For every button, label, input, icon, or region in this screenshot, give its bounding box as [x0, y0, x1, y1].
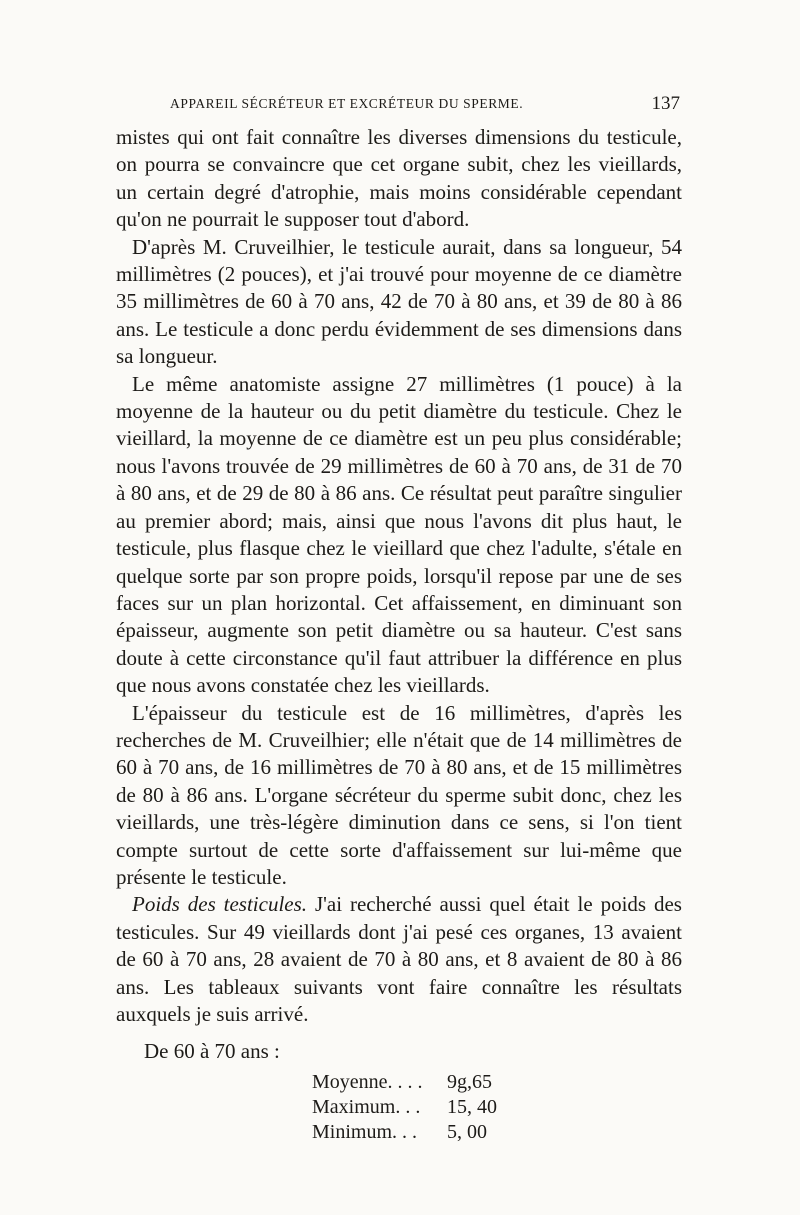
stats-row	[312, 1121, 517, 1146]
paragraph: Le même anatomiste assigne 27 millimètres (1 pouce) à la moyenne de la hauteur ou du petit diamètre du testicule. Chez le vieillard, la moyenne de ce diamètre est un peu plus considérable; nous l'avons trouvée de 29 millimètres de 60 à 70 ans, de 31 de 70 à 80 ans, et de 29 de 80 à 86 ans. Ce résultat peut paraître singulier au premier abord; mais, ainsi que nous l'avons dit plus haut, le testicule, plus flasque chez le vieillard que chez l'adulte, s'étale en quelque sorte par son propre poids, lorsqu'il repose par une de ses faces sur un plan horizontal. Cet affaissement, en diminuant son épaisseur, augmente son petit diamètre ou sa hauteur. C'est sans doute à cette circonstance qu'il faut attribuer la différence en plus que nous avons constatée chez les vieillards.	[116, 371, 682, 698]
paragraph	[116, 891, 682, 1028]
paragraph: L'épaisseur du testicule est de 16 millimètres, d'après les recherches de M. Cruveilhier; elle n'était que de 14 millimètres de 60 à 70 ans, de 16 millimètres de 70 à 80 ans, et de 15 millimètres de 80 à 86 ans. L'organe sécréteur du sperme subit donc, chez les vieillards, une très-légère diminution dans ce sens, si l'on tient compte surtout de cette sorte d'affaissement sur lui-même que présente le testicule.	[116, 700, 682, 889]
section-lead: Poids des testicules.	[132, 892, 308, 917]
paragraph-text: J'ai recherché aussi quel était le poids des testicules. Sur 49 vieillards dont j'ai pesé ces organes, 13 avaient de 60 à 70 ans, 28 avaient de 70 à 80 ans, et 8 avaient de 80 à 86 ans. Les tableaux suivants vont faire connaître les résultats auxquels je suis arrivé.	[116, 892, 682, 1026]
stat-value: 9g,65	[447, 1071, 492, 1093]
stat-label: Moyenne. . . .	[312, 1071, 423, 1093]
stat-value: 5, 00	[447, 1121, 487, 1143]
body-text	[116, 124, 682, 1028]
weight-stats-table	[312, 1071, 517, 1146]
subheading: De 60 à 70 ans :	[144, 1039, 280, 1063]
paragraph: D'après M. Cruveilhier, le testicule aurait, dans sa longueur, 54 millimètres (2 pouces), et j'ai trouvé pour moyenne de ce diamètre 35 millimètres de 60 à 70 ans, 42 de 70 à 80 ans, et 39 de 80 à 86 ans. Le testicule a donc perdu évidemment de ses dimensions dans sa longueur.	[116, 234, 682, 369]
stat-label: Minimum. . .	[312, 1121, 418, 1143]
paragraph: mistes qui ont fait connaître les diverses dimensions du testicule, on pourra se convaincre que cet organe subit, chez les vieillards, un certain degré d'atrophie, mais moins considérable cependant qu'on ne pourrait le supposer tout d'abord.	[116, 125, 682, 232]
stat-label: Maximum. . .	[312, 1096, 421, 1118]
running-title: APPAREIL SÉCRÉTEUR ET EXCRÉTEUR DU SPERME.	[170, 96, 524, 111]
stats-row	[312, 1071, 517, 1096]
page-number: 137	[651, 93, 680, 114]
stat-value: 15, 40	[447, 1096, 497, 1118]
stats-row	[312, 1096, 517, 1121]
